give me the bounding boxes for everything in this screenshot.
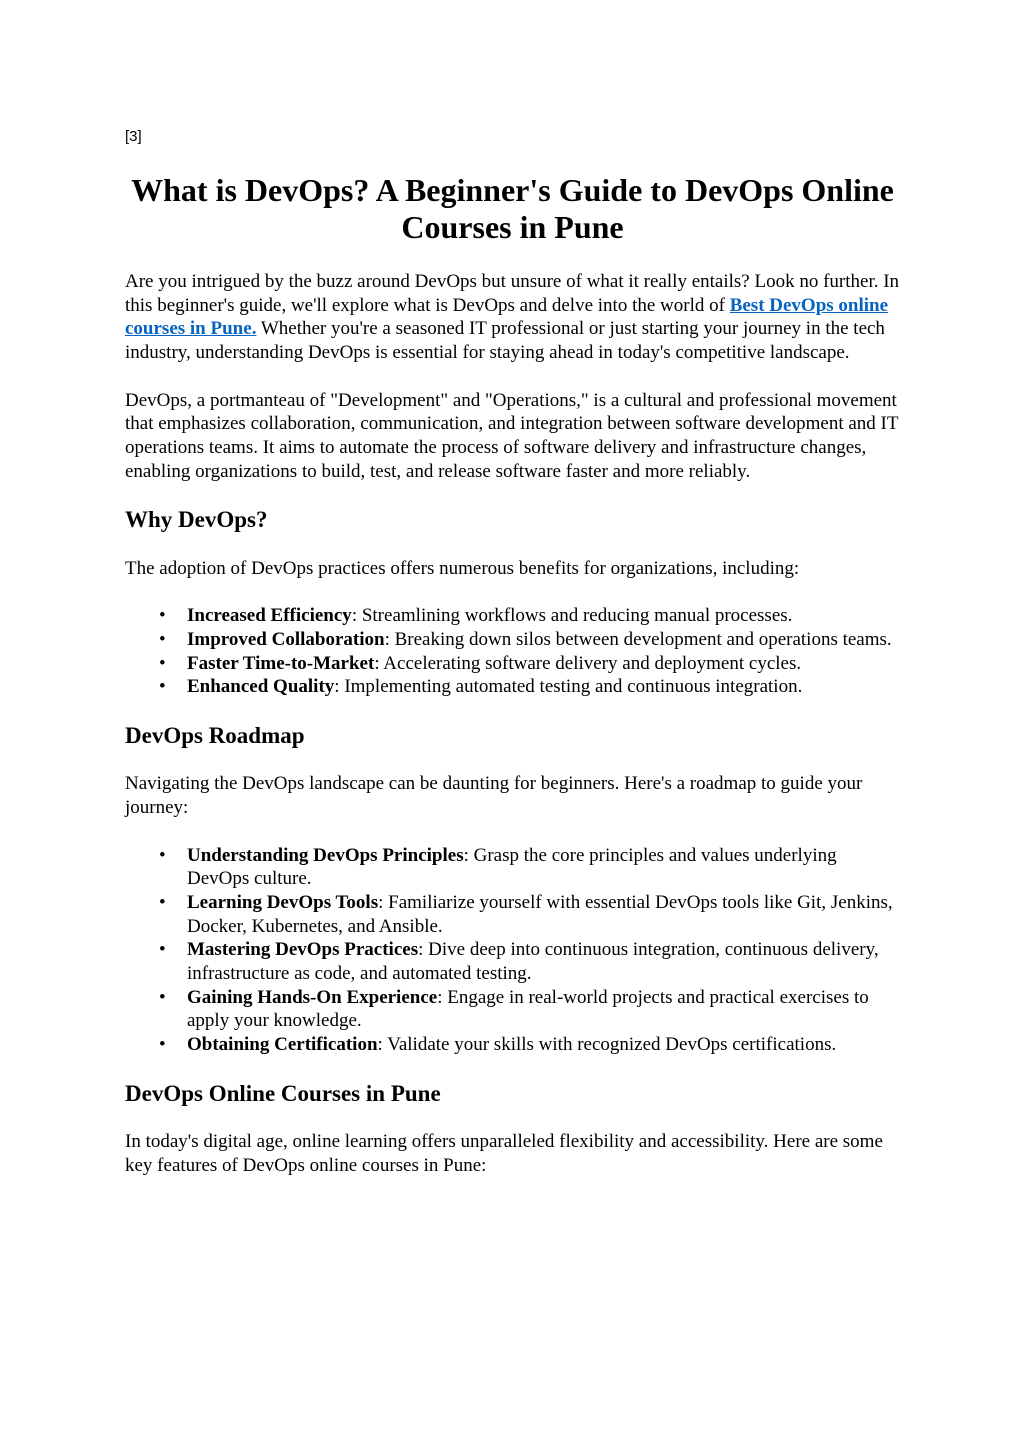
list-item-term: Understanding DevOps Principles	[187, 844, 464, 866]
roadmap-heading: DevOps Roadmap	[125, 722, 305, 748]
bullet-icon: •	[159, 652, 166, 674]
bullet-icon: •	[159, 891, 166, 913]
article-body	[125, 270, 900, 1201]
bullet-icon: •	[159, 676, 166, 698]
bullet-icon: •	[159, 1034, 166, 1056]
why-devops-intro: The adoption of DevOps practices offers numerous benefits for organizations, including:	[125, 557, 800, 579]
list-item	[159, 938, 900, 985]
intro-text-after-link: Whether you're a seasoned IT professional or just starting your journey in the tech industry, understanding DevOps is essential for staying ahead in today's competitive landscape.	[125, 318, 885, 364]
list-item-term: Gaining Hands-On Experience	[187, 986, 438, 1008]
list-item-text: : Breaking down silos between development and operations teams.	[384, 628, 892, 650]
roadmap-intro: Navigating the DevOps landscape can be daunting for beginners. Here's a roadmap to guide your journey:	[125, 773, 863, 819]
list-item-text: : Streamlining workflows and reducing manual processes.	[351, 605, 793, 627]
list-item-term: Improved Collaboration	[187, 628, 385, 650]
online-courses-intro: In today's digital age, online learning offers unparalleled flexibility and accessibility. Here are some key features of DevOps online courses in Pune:	[125, 1131, 883, 1176]
list-item-term: Obtaining Certification	[187, 1034, 378, 1056]
list-item-term: Mastering DevOps Practices	[187, 939, 419, 961]
roadmap-list	[125, 844, 900, 1057]
bullet-icon: •	[159, 628, 166, 650]
list-item	[159, 1033, 900, 1057]
online-courses-heading: DevOps Online Courses in Pune	[125, 1080, 441, 1106]
list-item	[159, 628, 900, 652]
intro-paragraph	[125, 270, 900, 365]
bullet-icon: •	[159, 844, 166, 866]
list-item-text: : Dive deep into continuous integration, continuous delivery, infrastructure as code, and automated testing.	[187, 939, 879, 985]
list-item-term: Learning DevOps Tools	[187, 891, 379, 913]
list-item-term: Faster Time-to-Market	[187, 652, 375, 674]
intro-text-before-link: Are you intrigued by the buzz around DevOps but unsure of what it really entails? Look no further. In this beginner's guide, we'll explore what is DevOps and delve into the world of	[125, 271, 900, 316]
list-item	[159, 652, 900, 676]
bullet-icon: •	[159, 605, 166, 627]
page-marker: [3]	[125, 128, 142, 145]
courses-link-period[interactable]: .	[251, 318, 257, 340]
benefits-list	[125, 604, 900, 699]
list-item	[159, 844, 900, 891]
courses-link[interactable]: Best DevOps online courses in Pune	[125, 294, 889, 340]
list-item-term: Increased Efficiency	[187, 605, 352, 627]
why-devops-heading: Why DevOps?	[125, 507, 268, 533]
list-item-text: : Grasp the core principles and values underlying DevOps culture.	[187, 844, 837, 890]
list-item-text: : Implementing automated testing and continuous integration.	[334, 676, 803, 698]
list-item	[159, 891, 900, 938]
list-item	[159, 986, 900, 1033]
bullet-icon: •	[159, 939, 166, 961]
list-item	[159, 675, 900, 699]
list-item	[159, 604, 900, 628]
list-item-text: : Validate your skills with recognized DevOps certifications.	[377, 1034, 837, 1056]
list-item-text: : Accelerating software delivery and deployment cycles.	[374, 652, 802, 674]
list-item-term: Enhanced Quality	[187, 676, 335, 698]
list-item-text: : Familiarize yourself with essential DevOps tools like Git, Jenkins, Docker, Kubernetes, and Ansible.	[187, 891, 893, 937]
page-title: What is DevOps? A Beginner's Guide to DevOps Online Courses in Pune	[131, 172, 894, 245]
list-item-text: : Engage in real-world projects and practical exercises to apply your knowledge.	[187, 986, 869, 1032]
bullet-icon: •	[159, 986, 166, 1008]
definition-paragraph: DevOps, a portmanteau of "Development" and "Operations," is a cultural and professional movement that emphasizes collaboration, communication, and integration between software development and IT operations teams. It aims to automate the process of software delivery and infrastructure changes, enabling organizations to build, test, and release software faster and more reliably.	[125, 389, 899, 482]
